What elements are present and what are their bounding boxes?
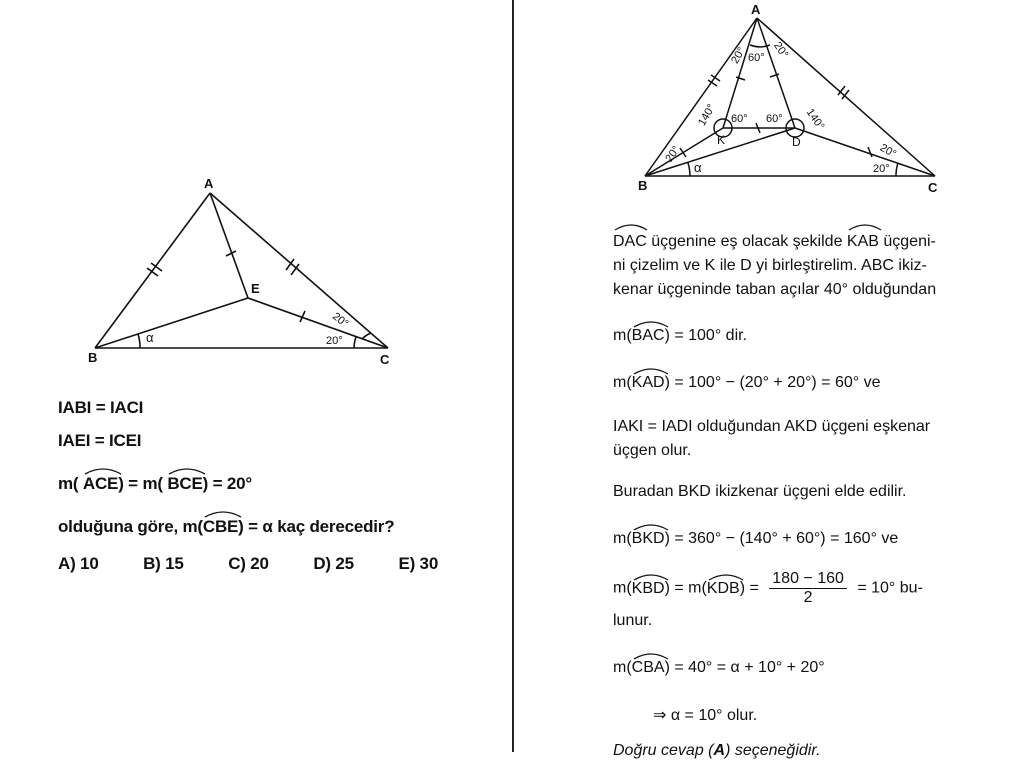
arc-cbe: CBE bbox=[203, 517, 238, 537]
left-angle-ace: 20° bbox=[330, 310, 351, 331]
eq-kbd-cont: lunur. bbox=[613, 612, 653, 629]
right-point-c: C bbox=[928, 180, 938, 195]
arc-bkd: BKD bbox=[632, 530, 665, 548]
eq-kbd: m( KBD) = m( KDB) = $\frac{180 - 160}{2}$ = 10° bu- bbox=[613, 570, 923, 606]
angle-k-60: 60° bbox=[731, 113, 748, 125]
right-point-k: K bbox=[717, 133, 726, 147]
eq-kad: m( KAD) = 100° − (20° + 20°) = 60° ve bbox=[613, 374, 881, 392]
given-ae-ce: IAEI = ICEI bbox=[58, 431, 142, 450]
seg-ab-r bbox=[645, 18, 757, 176]
right-point-a: A bbox=[751, 2, 761, 17]
angle-a-right: 20° bbox=[771, 39, 791, 61]
given-angle-eq: m( ACE) = m( BCE) = 20° bbox=[58, 474, 252, 494]
arc-ace: ACE bbox=[83, 474, 118, 494]
seg-ac bbox=[210, 193, 388, 348]
left-triangle-figure bbox=[80, 170, 410, 370]
left-point-c: C bbox=[380, 352, 390, 367]
answer-choices bbox=[58, 554, 478, 574]
angle-d-140: 140° bbox=[803, 106, 827, 133]
left-point-b: B bbox=[88, 350, 98, 365]
right-point-d: D bbox=[792, 135, 801, 149]
question-line: olduğuna göre, m( CBE) = α kaç derecedir? bbox=[58, 517, 394, 537]
angle-c-20a: 20° bbox=[877, 141, 899, 161]
arc-kdb: KDB bbox=[707, 580, 740, 598]
angle-a-left: 20° bbox=[729, 45, 748, 66]
fraction: $\frac{180 - 160}{2}$ bbox=[769, 570, 847, 607]
eq-bac: m( BAC) = 100° dir. bbox=[613, 327, 747, 345]
angle-k-140: 140° bbox=[696, 102, 718, 129]
angle-d-60: 60° bbox=[766, 113, 783, 125]
eq-result: ⇒ α = 10° olur. bbox=[653, 707, 758, 724]
angle-c-20b: 20° bbox=[873, 163, 890, 175]
seg-be bbox=[95, 298, 248, 348]
angle-a-mid: 60° bbox=[748, 52, 765, 64]
paragraph-akd: IAKI = IADI olduğundan AKD üçgeni eşkenar üçgen olur. bbox=[613, 418, 931, 459]
arc-kab: KAB bbox=[847, 230, 879, 254]
arc-bce: BCE bbox=[167, 474, 202, 494]
choice-d[interactable]: D) 25 bbox=[313, 554, 354, 573]
given-ab-ac: IABI = IACI bbox=[58, 398, 144, 417]
choice-b[interactable]: B) 15 bbox=[143, 554, 184, 573]
right-triangle-figure bbox=[630, 0, 950, 200]
choice-e[interactable]: E) 30 bbox=[398, 554, 439, 573]
seg-ec bbox=[248, 298, 388, 348]
arc-dac: DAC bbox=[613, 230, 647, 254]
arc-cba: CBA bbox=[632, 659, 665, 677]
right-point-b: B bbox=[638, 178, 648, 193]
answer-statement: Doğru cevap (A) seçeneğidir. bbox=[613, 742, 821, 759]
eq-bkd: m( BKD) = 360° − (140° + 60°) = 160° ve bbox=[613, 530, 898, 548]
left-angle-alpha: α bbox=[146, 330, 154, 345]
seg-bk bbox=[645, 128, 726, 176]
eq-cba: m( CBA) = 40° = α + 10° + 20° bbox=[613, 659, 825, 677]
left-point-e: E bbox=[251, 281, 260, 296]
choice-c[interactable]: C) 20 bbox=[228, 554, 269, 573]
angle-alpha-r: α bbox=[694, 160, 702, 175]
seg-ak bbox=[723, 18, 757, 128]
left-point-a: A bbox=[204, 176, 214, 191]
left-angle-bce: 20° bbox=[326, 335, 343, 347]
arc-bac: BAC bbox=[632, 327, 665, 345]
seg-dc bbox=[795, 128, 935, 176]
paragraph-bkd: Buradan BKD ikizkenar üçgeni elde edilir. bbox=[613, 483, 907, 500]
column-divider bbox=[512, 0, 514, 752]
angle-b-20: 20° bbox=[663, 143, 683, 165]
arc-kbd: KBD bbox=[632, 580, 665, 598]
choice-a[interactable]: A) 10 bbox=[58, 554, 99, 573]
seg-ab bbox=[95, 193, 210, 348]
intro-paragraph: DAC üçgenine eş olacak şekilde KAB üçgeni- ni çizelim ve K ile D yi birleştirelim. ABC ikiz- kenar üçgeninde taban açılar 40° olduğundan bbox=[613, 230, 1013, 302]
arc-kad: KAD bbox=[632, 374, 665, 392]
